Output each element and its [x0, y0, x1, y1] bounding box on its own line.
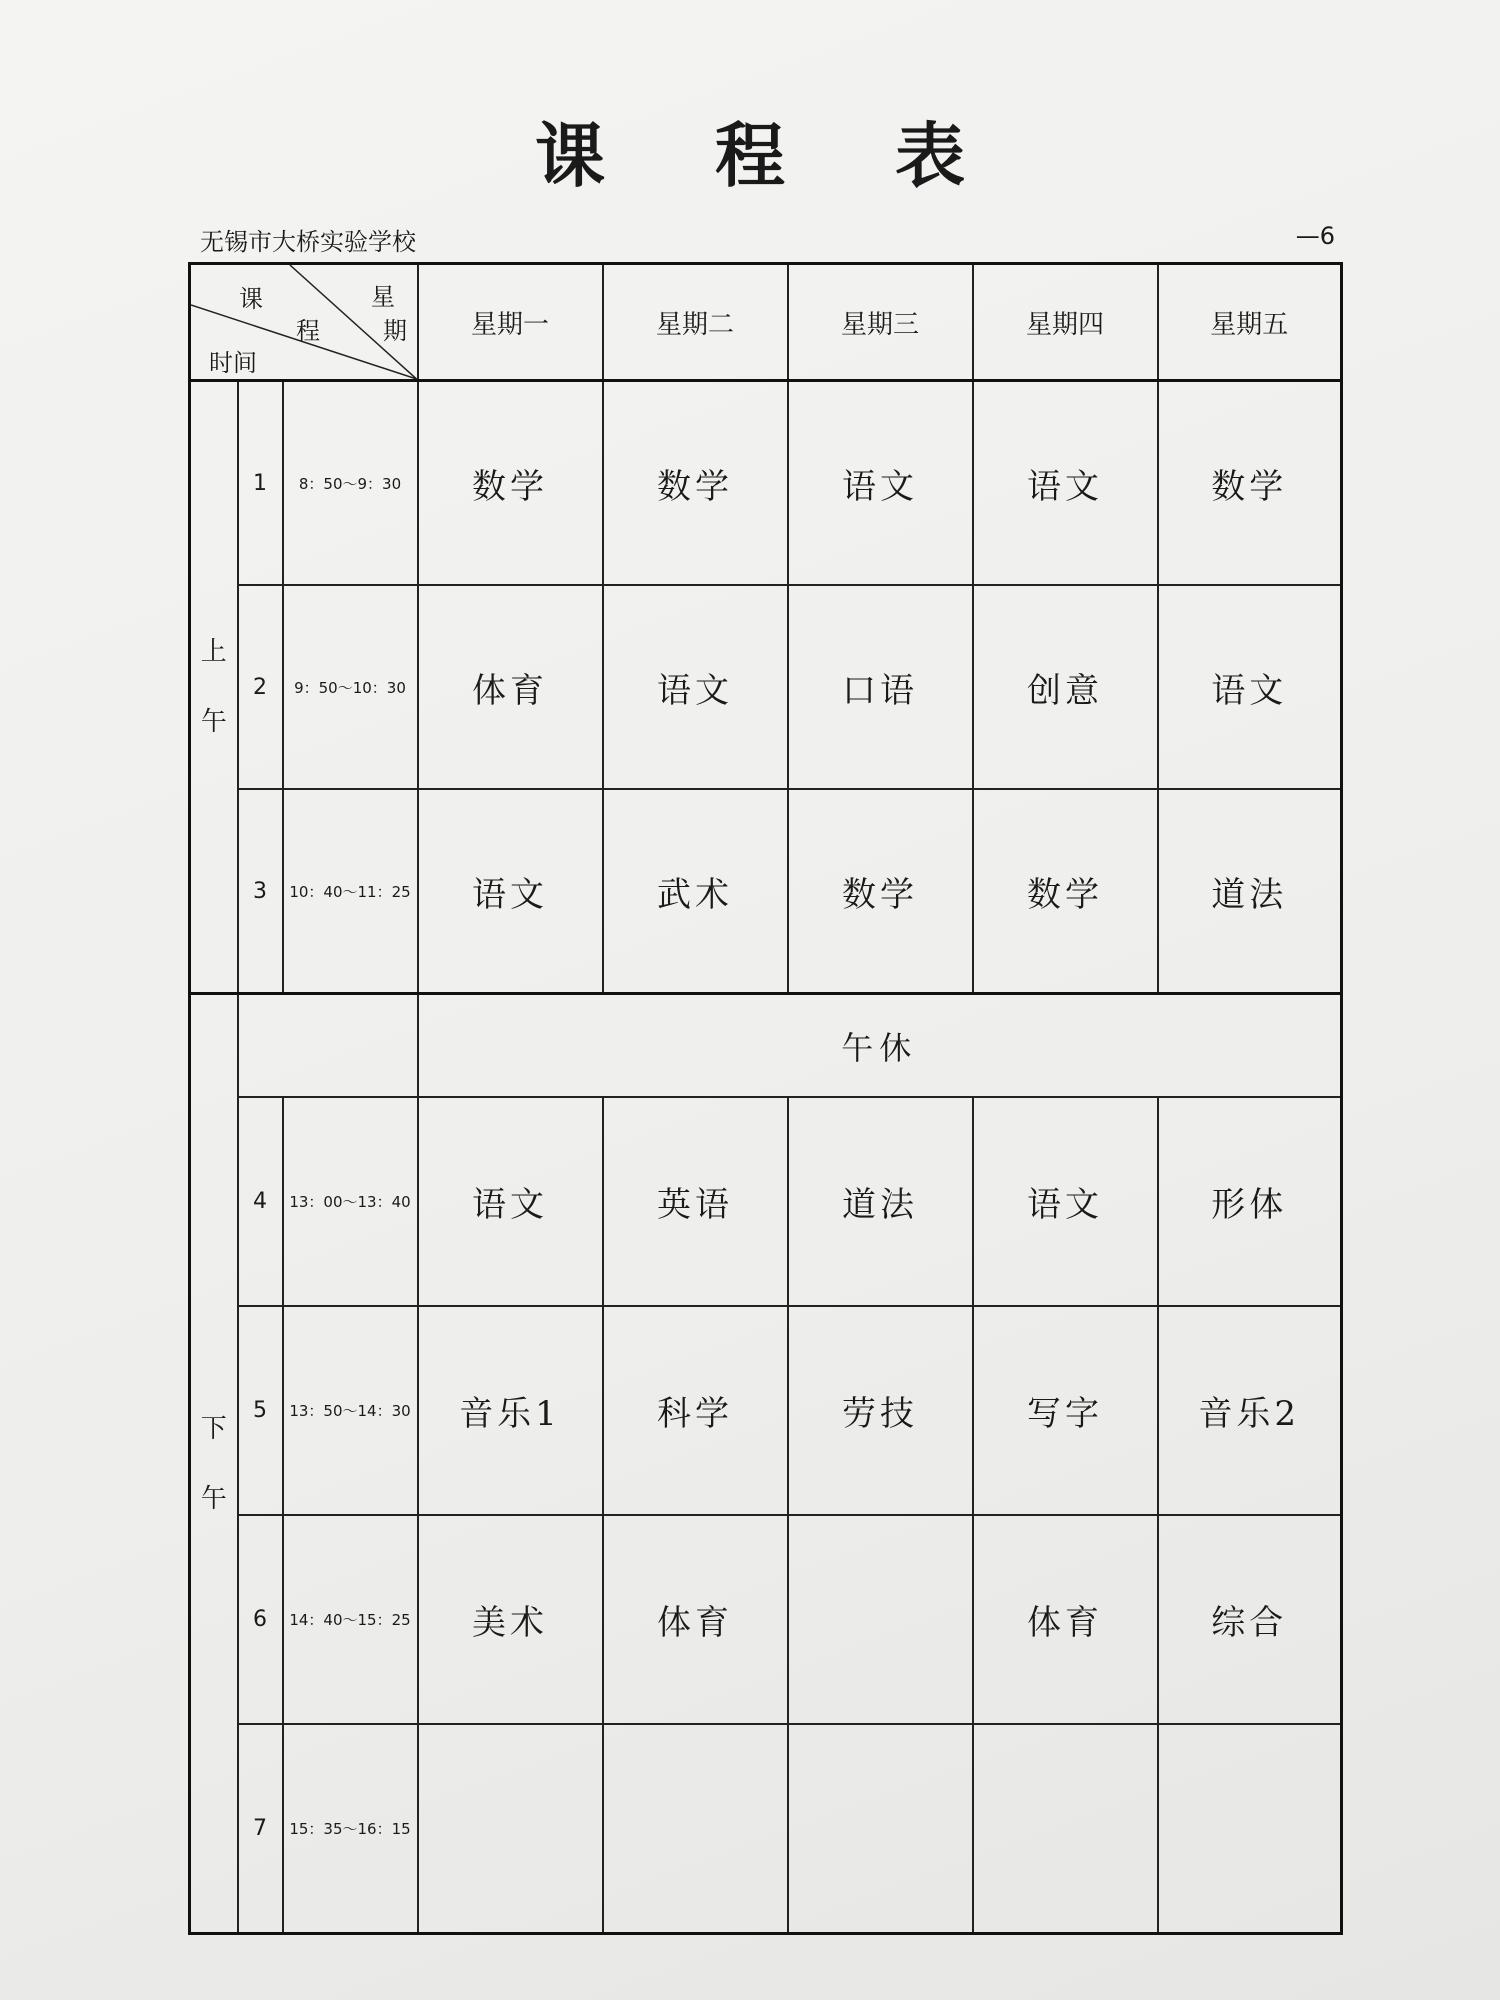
- period-time: 13：00～13：40: [283, 1097, 418, 1306]
- corner-time: 时间: [209, 349, 257, 377]
- day-header: 星期三: [788, 264, 973, 381]
- subject-cell: [973, 1724, 1158, 1934]
- subject-cell: [788, 1515, 973, 1724]
- corner-course-bottom: 程: [296, 317, 320, 345]
- subject-cell: 音乐2: [1158, 1306, 1342, 1515]
- corner-week-top: 星: [371, 283, 395, 311]
- period-number: 4: [238, 1097, 283, 1306]
- afternoon-label-char: 下: [200, 1413, 227, 1444]
- lunch-row: [190, 994, 1342, 1098]
- lunch-label: 午休: [418, 994, 1342, 1098]
- subject-cell: 音乐1: [418, 1306, 603, 1515]
- title-char: 程: [715, 114, 785, 197]
- table-row: [190, 789, 1342, 994]
- subject-cell: 语文: [973, 1097, 1158, 1306]
- title-char: 课: [535, 114, 605, 197]
- table-row: [190, 1306, 1342, 1515]
- morning-label-char: 午: [200, 707, 227, 737]
- subject-cell: 数学: [418, 381, 603, 586]
- subject-cell: 道法: [1158, 789, 1342, 994]
- period-time: 8：50～9：30: [283, 381, 418, 586]
- period-time: 15：35～16：15: [283, 1724, 418, 1934]
- afternoon-label-char: 午: [200, 1483, 227, 1514]
- subject-cell: 体育: [973, 1515, 1158, 1724]
- table-row: [190, 381, 1342, 586]
- subject-cell: 美术: [418, 1515, 603, 1724]
- period-number: 3: [238, 789, 283, 994]
- period-time: 14：40～15：25: [283, 1515, 418, 1724]
- period-number: 7: [238, 1724, 283, 1934]
- subject-cell: 综合: [1158, 1515, 1342, 1724]
- day-header: 星期一: [418, 264, 603, 381]
- subject-cell: 语文: [788, 381, 973, 586]
- subject-cell: 语文: [418, 789, 603, 994]
- subject-cell: 科学: [603, 1306, 788, 1515]
- subject-cell: 数学: [788, 789, 973, 994]
- subject-cell: 体育: [603, 1515, 788, 1724]
- header-row: [190, 264, 1342, 381]
- lunch-blank-cell: [238, 994, 418, 1098]
- day-header: 星期二: [603, 264, 788, 381]
- subject-cell: 形体: [1158, 1097, 1342, 1306]
- school-name: 无锡市大桥实验学校: [200, 228, 416, 256]
- page-number: —6: [1295, 222, 1335, 250]
- corner-week-bottom: 期: [383, 317, 407, 345]
- morning-label: [190, 381, 238, 994]
- page-title: [0, 100, 1500, 201]
- period-number: 6: [238, 1515, 283, 1724]
- morning-label-char: 上: [200, 637, 227, 667]
- subject-cell: 体育: [418, 585, 603, 789]
- period-number: 1: [238, 381, 283, 586]
- subject-cell: 武术: [603, 789, 788, 994]
- subject-cell: 英语: [603, 1097, 788, 1306]
- subject-cell: [418, 1724, 603, 1934]
- subject-cell: 道法: [788, 1097, 973, 1306]
- title-char: 表: [895, 114, 965, 197]
- afternoon-label: [190, 994, 238, 1934]
- subject-cell: 数学: [973, 789, 1158, 994]
- timetable: [188, 262, 1343, 1935]
- subject-cell: 语文: [973, 381, 1158, 586]
- subject-cell: 写字: [973, 1306, 1158, 1515]
- period-time: 13：50～14：30: [283, 1306, 418, 1515]
- table-row: [190, 1515, 1342, 1724]
- day-header: 星期五: [1158, 264, 1342, 381]
- table-row: [190, 1724, 1342, 1934]
- subject-cell: 口语: [788, 585, 973, 789]
- period-number: 2: [238, 585, 283, 789]
- subject-cell: 语文: [603, 585, 788, 789]
- subject-cell: 劳技: [788, 1306, 973, 1515]
- table-row: [190, 585, 1342, 789]
- subject-cell: 创意: [973, 585, 1158, 789]
- corner-course-top: 课: [239, 285, 263, 313]
- subject-cell: [788, 1724, 973, 1934]
- period-time: 9：50～10：30: [283, 585, 418, 789]
- day-header: 星期四: [973, 264, 1158, 381]
- period-number: 5: [238, 1306, 283, 1515]
- table-row: [190, 1097, 1342, 1306]
- subject-cell: 数学: [603, 381, 788, 586]
- subject-cell: 语文: [1158, 585, 1342, 789]
- subject-cell: 数学: [1158, 381, 1342, 586]
- subject-cell: [1158, 1724, 1342, 1934]
- subject-cell: 语文: [418, 1097, 603, 1306]
- corner-header-cell: [190, 264, 418, 381]
- subject-cell: [603, 1724, 788, 1934]
- period-time: 10：40～11：25: [283, 789, 418, 994]
